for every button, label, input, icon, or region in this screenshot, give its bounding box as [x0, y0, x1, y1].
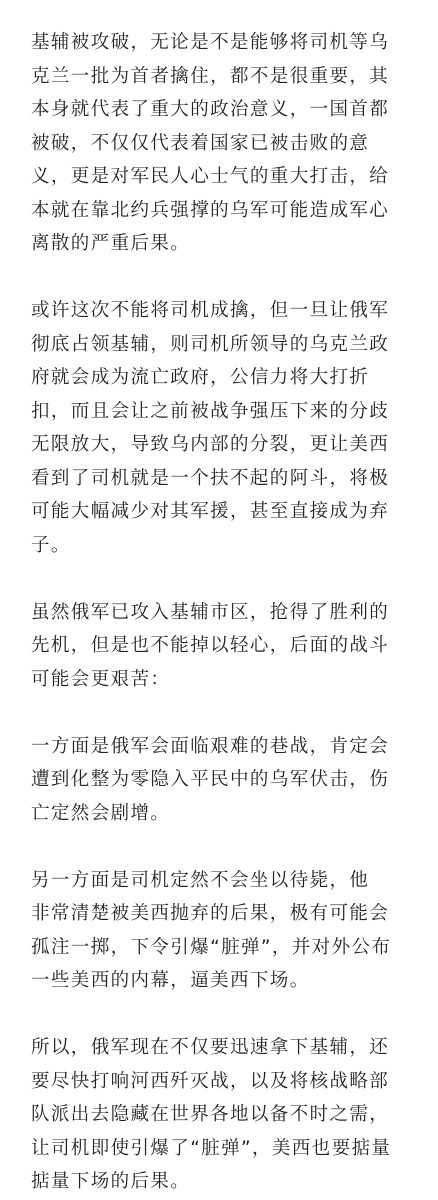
text-line: 无限放大，导致乌内部的分裂，更让美西: [31, 434, 390, 455]
paragraph-2: [31, 294, 424, 562]
text-line: 一方面是俄军会面临艰难的巷战，肯定会: [31, 735, 390, 757]
text-line: 遭到化整为零隐入平民中的乌军伏击，伤: [31, 769, 390, 790]
text-line: 扣，而且会让之前被战争强压下来的分歧: [31, 400, 390, 422]
text-line: 府就会成为流亡政府，公信力将大打折: [31, 367, 370, 388]
text-line: 虽然俄军已攻入基辅市区，抢得了胜利的: [31, 601, 390, 623]
text-line: 让司机即使引爆了“脏弹”，美西也要掂量: [31, 1137, 392, 1159]
text-line: 亡定然会剧增。: [31, 802, 171, 824]
paragraph-4: [31, 730, 424, 831]
text-line: 离散的严重后果。: [31, 233, 191, 254]
text-line: 可能大幅减少对其军援，甚至直接成为弃: [31, 501, 390, 522]
text-line: 克兰一批为首者擒住，都不是很重要，其: [31, 65, 390, 87]
text-line: 所以，俄军现在不仅要迅速拿下基辅，还: [31, 1037, 390, 1058]
paragraph-3: [31, 596, 424, 697]
paragraph-spacer: [31, 261, 424, 295]
text-line: 非常清楚被美西抛弃的后果，极有可能会: [31, 903, 390, 924]
text-line: 本身就代表了重大的政治意义，一国首都: [31, 99, 390, 120]
text-line: 彻底占领基辅，则司机所领导的乌克兰政: [31, 333, 390, 355]
text-line: 或许这次不能将司机成擒，但一旦让俄军: [31, 300, 390, 321]
text-line: 被破，不仅仅代表着国家已被击败的意: [31, 132, 370, 154]
text-line: 基辅被攻破，无论是不是能够将司机等乌: [31, 32, 390, 53]
text-line: 先机，但是也不能掉以轻心，后面的战斗: [31, 635, 390, 656]
text-line: 义，更是对军民人心士气的重大打击，给: [31, 166, 390, 187]
text-line: 另一方面是司机定然不会坐以待毙，他: [31, 869, 370, 891]
paragraph-spacer: [31, 998, 424, 1032]
paragraph-spacer: [31, 696, 424, 730]
paragraph-1: [31, 26, 424, 261]
text-line: 队派出去隐藏在世界各地以备不时之需，: [31, 1104, 390, 1125]
paragraph-5: [31, 864, 424, 998]
text-line: 可能会更艰苦：: [31, 668, 171, 690]
text-line: 本就在靠北约兵强撑的乌军可能造成军心: [31, 199, 390, 221]
text-line: 子。: [31, 534, 71, 556]
paragraph-spacer: [31, 562, 424, 596]
text-line: 要尽快打响河西歼灭战，以及将核战略部: [31, 1070, 390, 1092]
paragraph-6: [31, 1031, 424, 1199]
text-line: 看到了司机就是一个扶不起的阿斗，将极: [31, 467, 390, 489]
text-line: 孤注一掷，下令引爆“脏弹”，并对外公布: [31, 936, 392, 958]
text-line: 掂量下场的后果。: [31, 1171, 191, 1192]
text-line: 一些美西的内幕，逼美西下场。: [31, 970, 310, 991]
paragraph-spacer: [31, 830, 424, 864]
